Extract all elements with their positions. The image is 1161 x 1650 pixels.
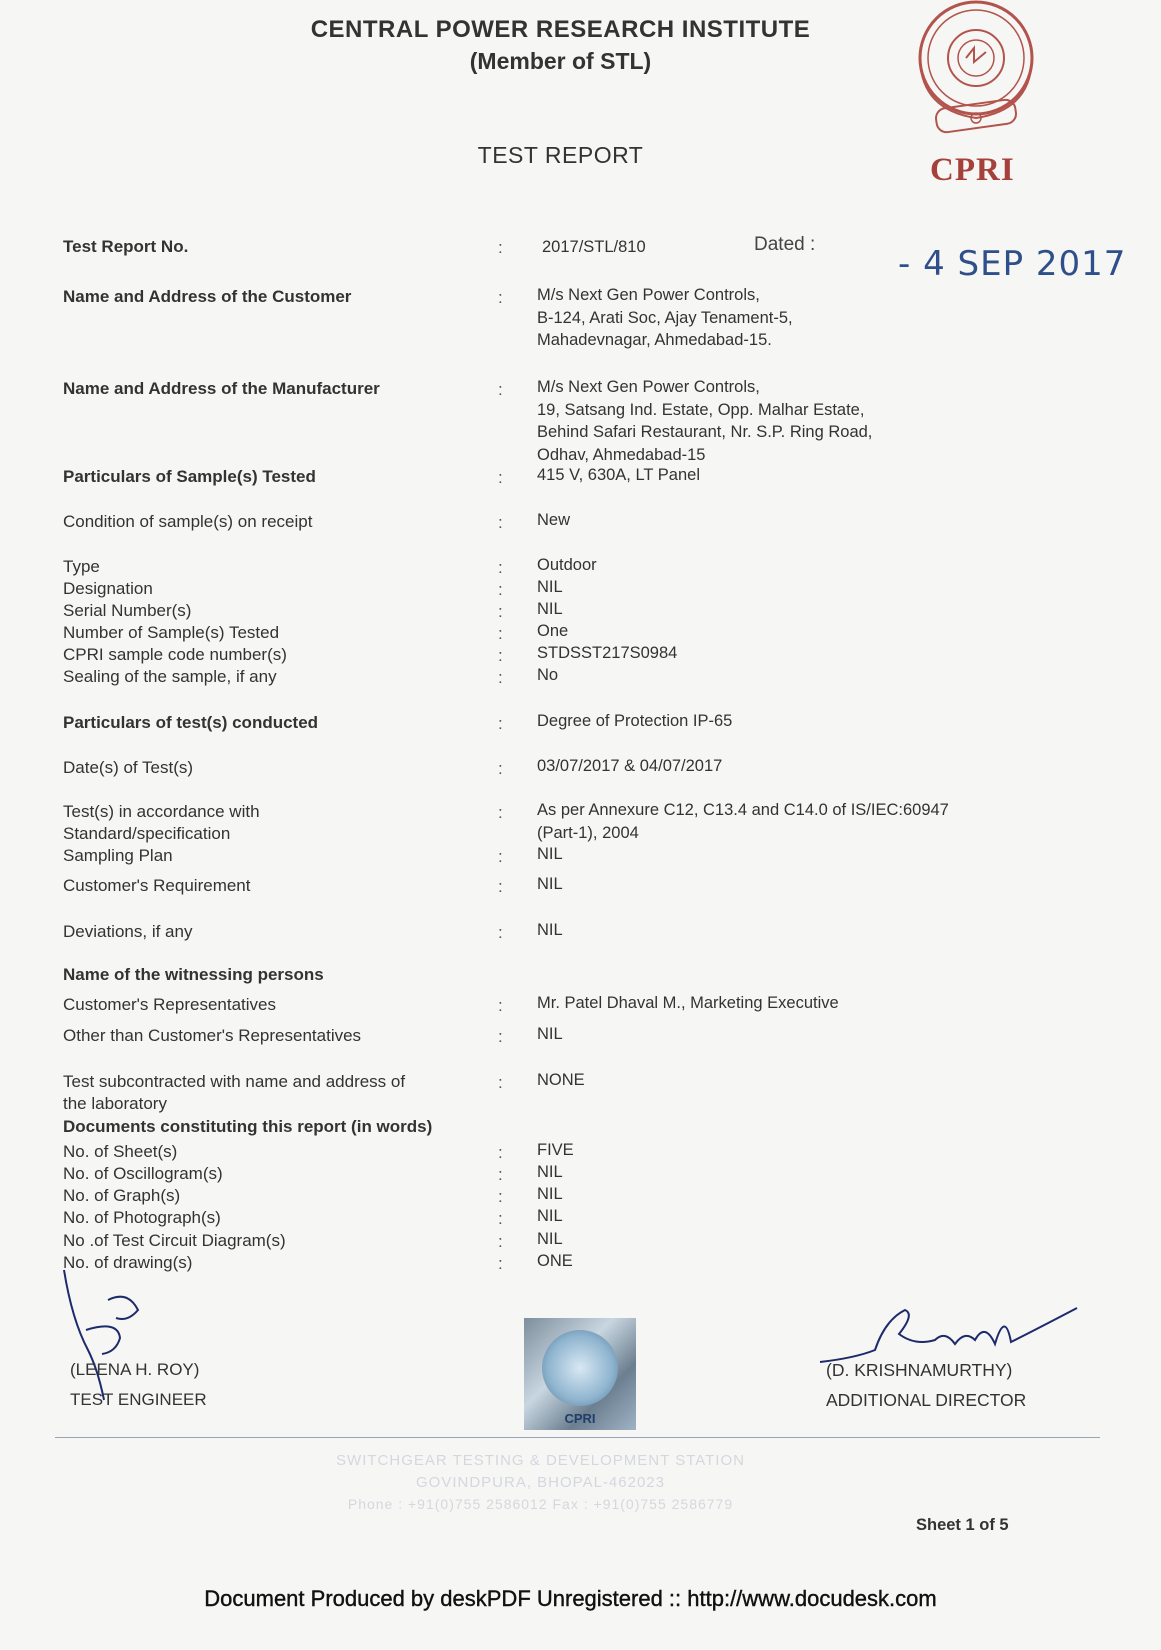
field-label: Particulars of test(s) conducted bbox=[63, 713, 319, 732]
colon: : bbox=[498, 646, 503, 665]
field-label: Date(s) of Test(s) bbox=[63, 758, 194, 777]
field-label: Name and Address of the Customer bbox=[63, 287, 352, 306]
field-value-line: NIL bbox=[537, 1185, 563, 1203]
field-value-line: (Part-1), 2004 bbox=[537, 823, 639, 842]
field-label: Designation bbox=[63, 579, 153, 598]
field-label: Type bbox=[63, 557, 100, 576]
field-value-line: Degree of Protection IP-65 bbox=[537, 712, 733, 730]
footer-divider bbox=[55, 1437, 1100, 1438]
field-value-line: NIL bbox=[537, 578, 563, 596]
colon: : bbox=[498, 602, 503, 621]
field-label: No. of drawing(s) bbox=[63, 1253, 193, 1272]
field-value-line: NIL bbox=[537, 845, 563, 863]
right-signatory-title: ADDITIONAL DIRECTOR bbox=[826, 1390, 1027, 1410]
field-label: Deviations, if any bbox=[63, 922, 193, 941]
field-value-line: FIVE bbox=[537, 1141, 574, 1159]
field-value-line: ONE bbox=[537, 1252, 573, 1270]
field-value-line: As per Annexure C12, C13.4 and C14.0 of IS/IEC:60947 bbox=[537, 801, 949, 819]
field-value bbox=[537, 509, 570, 532]
field-value bbox=[537, 1069, 585, 1092]
field-label: Documents constituting this report (in words) bbox=[63, 1117, 433, 1136]
left-signatory-title: TEST ENGINEER bbox=[70, 1390, 207, 1409]
cpri-hologram bbox=[524, 1318, 636, 1430]
field-value bbox=[537, 755, 722, 778]
field-label: Particulars of Sample(s) Tested bbox=[63, 467, 316, 486]
field-value bbox=[537, 873, 563, 896]
colon: : bbox=[498, 923, 503, 942]
footer-line-1: SWITCHGEAR TESTING & DEVELOPMENT STATION bbox=[336, 1452, 745, 1469]
report-title: TEST REPORT bbox=[477, 142, 644, 168]
field-value bbox=[537, 1183, 563, 1206]
member-line: (Member of STL) bbox=[469, 48, 652, 74]
cpri-logo-text: CPRI bbox=[930, 152, 1015, 188]
field-label: Test(s) in accordance with bbox=[63, 802, 260, 821]
field-value-line: NIL bbox=[537, 875, 563, 893]
field-value-line: No bbox=[537, 666, 559, 684]
field-label: Name of the witnessing persons bbox=[63, 965, 324, 984]
field-value bbox=[537, 576, 563, 599]
field-value-line: NIL bbox=[537, 1207, 563, 1225]
field-value-line: 19, Satsang Ind. Estate, Opp. Malhar Estate, bbox=[537, 400, 865, 419]
report-no-label: Test Report No. bbox=[63, 237, 189, 256]
hologram-text: CPRI bbox=[564, 1411, 596, 1426]
colon: : bbox=[498, 668, 503, 687]
field-value bbox=[537, 620, 568, 643]
field-value bbox=[537, 1023, 563, 1046]
field-label: No. of Oscillogram(s) bbox=[63, 1164, 223, 1183]
field-label: the laboratory bbox=[63, 1094, 167, 1113]
field-value-line: NIL bbox=[537, 600, 563, 618]
field-value bbox=[537, 464, 700, 487]
report-no-value: 2017/STL/810 bbox=[542, 238, 646, 256]
field-label: Standard/specification bbox=[63, 824, 231, 843]
field-value bbox=[537, 919, 563, 942]
institute-name: CENTRAL POWER RESEARCH INSTITUTE bbox=[310, 16, 811, 43]
field-value-line: One bbox=[537, 622, 569, 640]
left-signatory-name: (LEENA H. ROY) bbox=[70, 1360, 200, 1379]
field-value-line: M/s Next Gen Power Controls, bbox=[537, 286, 760, 304]
field-value-line: Mahadevnagar, Ahmedabad-15. bbox=[537, 331, 772, 349]
hologram-emblem-icon bbox=[542, 1330, 618, 1406]
field-value bbox=[537, 642, 677, 665]
field-value-line: NIL bbox=[537, 1163, 563, 1181]
field-value bbox=[537, 1161, 563, 1184]
footer-line-2: GOVINDPURA, BHOPAL-462023 bbox=[416, 1474, 665, 1491]
colon: : bbox=[498, 759, 503, 778]
field-value-line: Mr. Patel Dhaval M., Marketing Executive bbox=[537, 994, 839, 1012]
colon: : bbox=[498, 1143, 503, 1162]
field-label: Sealing of the sample, if any bbox=[63, 667, 277, 686]
colon: : bbox=[498, 624, 503, 643]
field-label: No. of Photograph(s) bbox=[63, 1208, 221, 1227]
field-value-line: NONE bbox=[537, 1071, 585, 1089]
field-value-line: Odhav, Ahmedabad-15 bbox=[537, 445, 706, 464]
field-label: No. of Sheet(s) bbox=[63, 1142, 178, 1161]
field-value-line: NIL bbox=[537, 1230, 563, 1248]
field-label: No .of Test Circuit Diagram(s) bbox=[63, 1231, 286, 1250]
test-engineer-signature-block bbox=[70, 1355, 207, 1415]
field-value bbox=[537, 1139, 574, 1162]
field-value bbox=[537, 843, 563, 866]
field-label: Name and Address of the Manufacturer bbox=[63, 379, 380, 398]
field-value bbox=[537, 554, 597, 577]
colon: : bbox=[498, 288, 503, 307]
field-label: Number of Sample(s) Tested bbox=[63, 623, 280, 642]
field-value-line: 03/07/2017 & 04/07/2017 bbox=[537, 757, 723, 775]
field-label: Other than Customer's Representatives bbox=[63, 1026, 362, 1045]
colon: : bbox=[498, 1209, 503, 1228]
colon: : bbox=[498, 580, 503, 599]
cpri-seal-icon bbox=[896, 0, 1056, 150]
field-value bbox=[537, 598, 563, 621]
sheet-number: Sheet 1 of 5 bbox=[916, 1516, 1009, 1534]
field-label: Condition of sample(s) on receipt bbox=[63, 512, 313, 531]
field-value-line: 415 V, 630A, LT Panel bbox=[537, 466, 700, 484]
colon: : bbox=[498, 1027, 503, 1046]
colon: : bbox=[498, 847, 503, 866]
field-value bbox=[537, 992, 839, 1015]
right-signatory-name: (D. KRISHNAMURTHY) bbox=[826, 1360, 1013, 1380]
field-value bbox=[537, 799, 949, 844]
date-stamp: - 4 SEP 2017 bbox=[898, 244, 1127, 284]
colon: : bbox=[498, 803, 503, 822]
colon: : bbox=[498, 1254, 503, 1273]
field-value-line: STDSST217S0984 bbox=[537, 644, 678, 662]
colon: : bbox=[498, 513, 503, 532]
colon: : bbox=[498, 1073, 503, 1092]
field-value-line: M/s Next Gen Power Controls, bbox=[537, 378, 760, 396]
colon: : bbox=[498, 468, 503, 487]
colon: : bbox=[498, 877, 503, 896]
field-value-line: Behind Safari Restaurant, Nr. S.P. Ring Road, bbox=[537, 423, 873, 441]
field-label: CPRI sample code number(s) bbox=[63, 645, 287, 664]
field-value-line: Outdoor bbox=[537, 556, 597, 574]
field-label: Customer's Requirement bbox=[63, 876, 251, 895]
field-value-line: NIL bbox=[537, 1025, 563, 1043]
field-value bbox=[537, 710, 732, 733]
colon: : bbox=[498, 1187, 503, 1206]
field-value bbox=[537, 376, 872, 466]
footer-line-3: Phone : +91(0)755 2586012 Fax : +91(0)755 2586779 bbox=[347, 1496, 734, 1512]
colon: : bbox=[498, 558, 503, 577]
field-label: No. of Graph(s) bbox=[63, 1186, 181, 1205]
field-label: Test subcontracted with name and address of bbox=[63, 1072, 406, 1091]
field-value bbox=[537, 1250, 573, 1273]
colon: : bbox=[498, 238, 503, 257]
field-label: Sampling Plan bbox=[63, 846, 173, 865]
field-label: Serial Number(s) bbox=[63, 601, 192, 620]
director-signature-block bbox=[826, 1355, 1026, 1415]
field-label: Customer's Representatives bbox=[63, 995, 276, 1014]
field-value-line: B-124, Arati Soc, Ajay Tenament-5, bbox=[537, 308, 793, 327]
field-value bbox=[537, 1205, 563, 1228]
watermark-text: Document Produced by deskPDF Unregistered :: http://www.docudesk.com bbox=[204, 1586, 937, 1611]
colon: : bbox=[498, 996, 503, 1015]
dated-label: Dated : bbox=[754, 234, 816, 255]
colon: : bbox=[498, 380, 503, 399]
field-value-line: New bbox=[537, 511, 571, 529]
field-value bbox=[537, 1228, 563, 1251]
field-value-line: NIL bbox=[537, 921, 563, 939]
colon: : bbox=[498, 1232, 503, 1251]
colon: : bbox=[498, 1165, 503, 1184]
field-value bbox=[537, 664, 558, 687]
colon: : bbox=[498, 714, 503, 733]
field-value bbox=[537, 284, 793, 352]
